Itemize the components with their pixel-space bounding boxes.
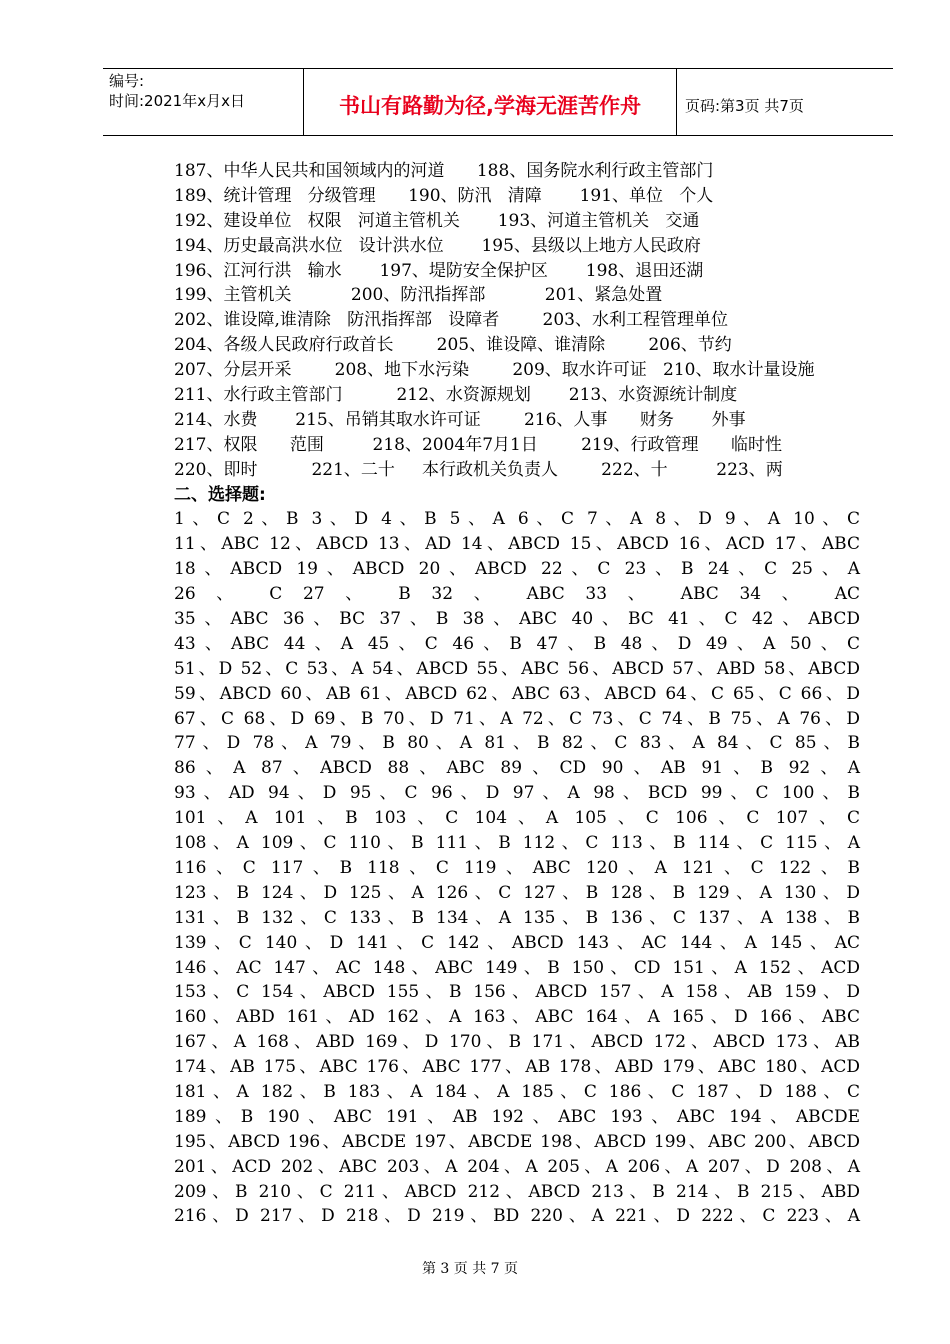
document-number-label: 编号:: [109, 72, 145, 90]
answer-line: 202、谁设障,谁清除 防汛指挥部 设障者 203、水利工程管理单位: [174, 310, 728, 331]
choice-line: 51、D 52、C 53、A 54、ABCD 55、ABC 56、ABCD 57、ABD 58、ABCD: [174, 658, 860, 679]
choice-line: 67、C 68、D 69、B 70、D 71、A 72、C 73、C 74、B 75、A 76、D: [174, 708, 860, 729]
answer-line: 204、各级人民政府行政首长 205、谁设障、谁清除 206、节约: [174, 335, 732, 356]
answer-line: 217、权限 范围 218、2004年7月1日 219、行政管理 临时性: [174, 434, 782, 455]
answer-content: [174, 159, 860, 1229]
choice-line: 18、ABCD 19、ABCD 20、ABCD 22、C 23、B 24、C 25、A: [174, 559, 860, 580]
choice-line: 216、D 217、D 218、D 219、BD 220、A 221、D 222、C 223、A: [174, 1206, 860, 1227]
choice-line: 189、B 190、ABC 191、AB 192、ABC 193、ABC 194、ABCDE: [174, 1106, 860, 1127]
choice-line: 123、B 124、D 125、A 126、C 127、B 128、B 129、A 130、D: [174, 882, 860, 903]
page-header: [103, 68, 893, 136]
choice-line: 146、AC 147、AC 148、ABC 149、B 150、CD 151、A 152、ACD: [174, 957, 860, 978]
page-footer: [0, 1258, 950, 1278]
header-meta: [103, 69, 303, 135]
fill-blank-answers: [174, 159, 860, 483]
choice-line: 167、A 168、ABD 169、D 170、B 171、ABCD 172、ABCD 173、AB: [174, 1032, 860, 1053]
answer-line: 199、主管机关 200、防汛指挥部 201、紧急处置: [174, 285, 663, 306]
answer-line: 187、中华人民共和国领域内的河道 188、国务院水利行政主管部门: [174, 161, 714, 181]
choice-line: 116、C 117、B 118、C 119、ABC 120、A 121、C 122、B: [174, 857, 860, 878]
document-time-label: 时间:2021年x月x日: [109, 92, 245, 110]
choice-line: 101、A 101、B 103、C 104、A 105、C 106、C 107、C: [174, 808, 860, 829]
answer-line: 196、江河行洪 输水 197、堤防安全保护区 198、退田还湖: [174, 260, 704, 281]
choice-line: 35、ABC 36、BC 37、B 38、ABC 40、BC 41、C 42、ABCD: [174, 609, 860, 630]
answer-line: 189、统计管理 分级管理 190、防汛 清障 191、单位 个人: [174, 185, 714, 206]
choice-line: 1、C 2、B 3、D 4、B 5、A 6、C 7、A 8、D 9、A 10、C: [174, 509, 860, 530]
choice-line: 139、C 140、D 141、C 142、ABCD 143、AC 144、A 145、AC: [174, 932, 860, 953]
header-motto: 书山有路勤为径,学海无涯苦作舟: [303, 69, 677, 135]
footer-page-number: 第 3 页 共 7 页: [421, 1261, 519, 1277]
choice-line: 174、AB 175、ABC 176、ABC 177、AB 178、ABD 179、ABC 180、ACD: [174, 1057, 860, 1078]
choice-line: 86、A 87、ABCD 88、ABC 89、CD 90、AB 91、B 92、A: [174, 758, 860, 779]
choice-answers: [174, 507, 860, 1229]
choice-line: 209、B 210、C 211、ABCD 212、ABCD 213、B 214、B 215、ABD: [174, 1181, 860, 1202]
choice-line: 93、AD 94、D 95、C 96、D 97、A 98、BCD 99、C 100、B: [174, 783, 860, 804]
choice-line: 77、D 78、A 79、B 80、A 81、B 82、C 83、A 84、C 85、B: [174, 733, 860, 754]
choice-line: 11、ABC 12、ABCD 13、AD 14、ABCD 15、ABCD 16、ACD 17、ABC: [174, 534, 860, 555]
choice-line: 195、ABCD 196、ABCDE 197、ABCDE 198、ABCD 199、ABC 200、ABCD: [174, 1131, 860, 1152]
answer-line: 211、水行政主管部门 212、水资源规划 213、水资源统计制度: [174, 385, 738, 406]
choice-line: 108、A 109、C 110、B 111、B 112、C 113、B 114、C 115、A: [174, 833, 860, 854]
answer-line: 214、水费 215、吊销其取水许可证 216、人事 财务 外事: [174, 409, 746, 430]
choice-line: 43、ABC 44、A 45、C 46、B 47、B 48、D 49、A 50、C: [174, 633, 860, 654]
choice-line: 59、ABCD 60、AB 61、ABCD 62、ABC 63、ABCD 64、C 65、C 66、D: [174, 683, 860, 704]
answer-line: 194、历史最高洪水位 设计洪水位 195、县级以上地方人民政府: [174, 235, 701, 256]
choice-line: 26 、 C 27 、 B 32 、 ABC 33 、 ABC 34 、 AC: [174, 584, 860, 605]
choice-line: 160、ABD 161、AD 162、A 163、ABC 164、A 165、D 166、ABC: [174, 1007, 860, 1028]
choice-line: 181、A 182、B 183、A 184、A 185、C 186、C 187、D 188、C: [174, 1081, 860, 1102]
answer-line: 220、即时 221、二十 本行政机关负责人 222、十 223、两: [174, 459, 783, 480]
answer-line: 192、建设单位 权限 河道主管机关 193、河道主管机关 交通: [174, 210, 700, 231]
choice-line: 153、C 154、ABCD 155、B 156、ABCD 157、A 158、AB 159、D: [174, 982, 860, 1003]
choice-line: 131、B 132、C 133、B 134、A 135、B 136、C 137、A 138、B: [174, 907, 860, 928]
header-page-number: 页码:第3页 共7页: [685, 96, 804, 115]
choice-line: 201、ACD 202、ABC 203、A 204、A 205、A 206、A 207、D 208、A: [174, 1156, 860, 1177]
answer-line: 207、分层开采 208、地下水污染 209、取水许可证 210、取水计量设施: [174, 360, 815, 381]
section-title: 二、选择题:: [174, 484, 266, 505]
